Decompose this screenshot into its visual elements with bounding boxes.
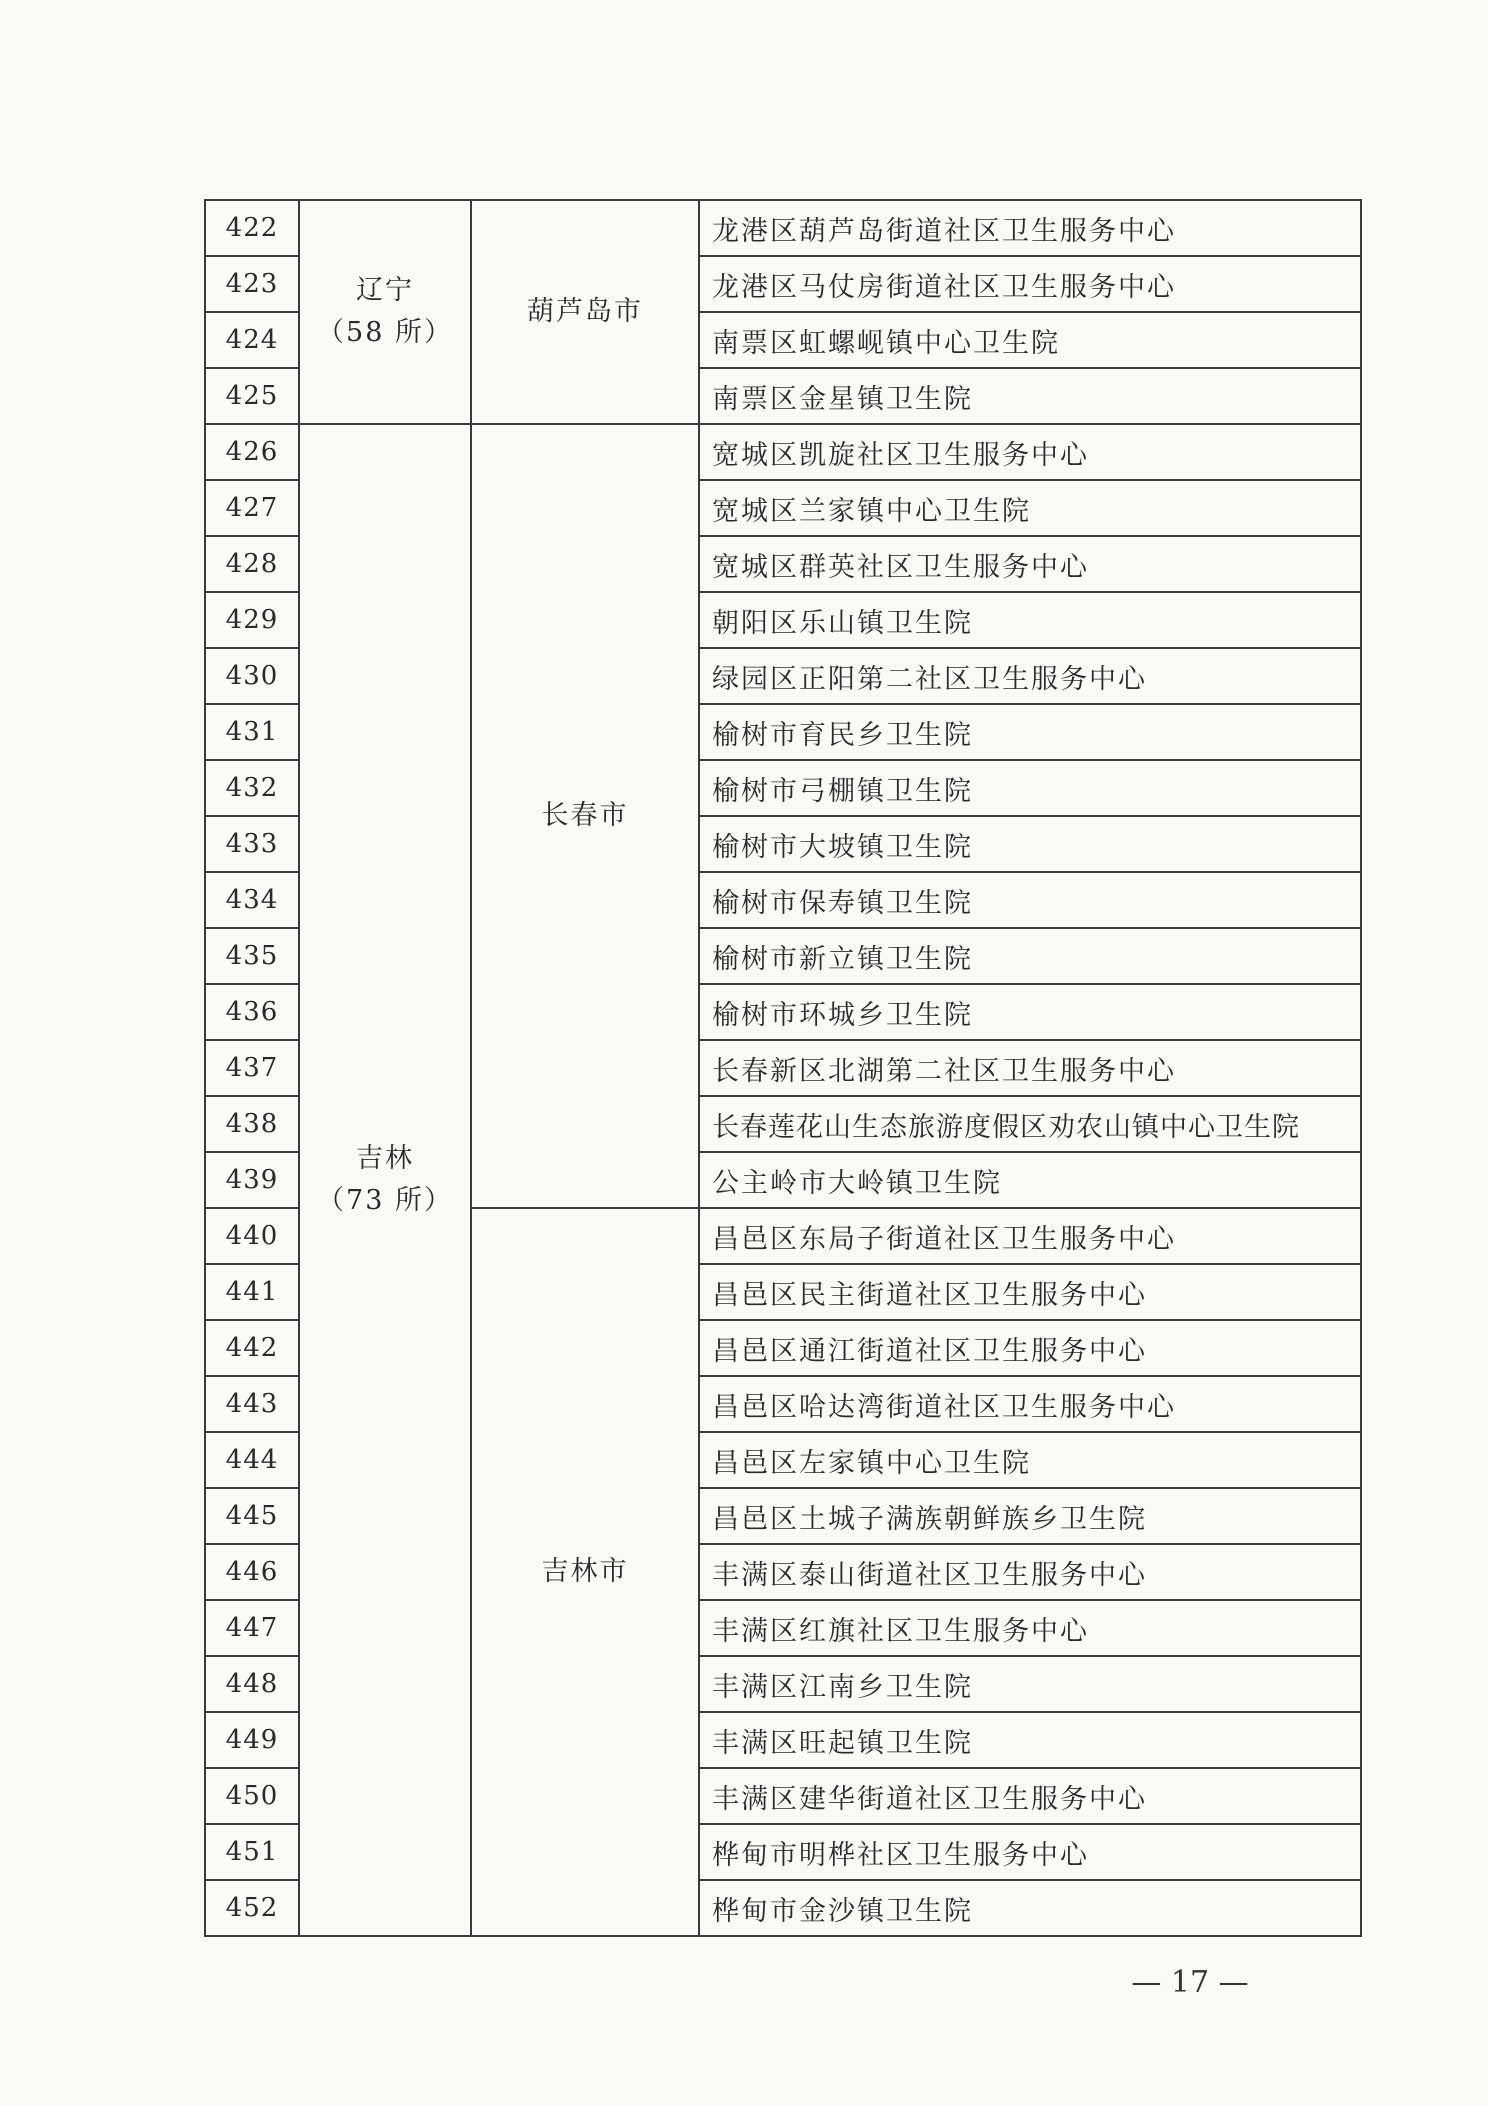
institution-name: 龙港区马仗房街道社区卫生服务中心 [699, 256, 1361, 312]
row-number: 423 [205, 256, 299, 312]
row-number: 434 [205, 872, 299, 928]
row-number: 425 [205, 368, 299, 424]
row-number: 435 [205, 928, 299, 984]
institution-name: 昌邑区左家镇中心卫生院 [699, 1432, 1361, 1488]
row-number: 426 [205, 424, 299, 480]
row-number: 442 [205, 1320, 299, 1376]
table-row [205, 424, 1361, 480]
province-count: （58 所） [317, 317, 453, 348]
city-cell: 吉林市 [471, 1208, 699, 1936]
row-number: 444 [205, 1432, 299, 1488]
institution-name: 榆树市育民乡卫生院 [699, 704, 1361, 760]
row-number: 452 [205, 1880, 299, 1936]
institution-name: 榆树市新立镇卫生院 [699, 928, 1361, 984]
institution-name: 昌邑区通江街道社区卫生服务中心 [699, 1320, 1361, 1376]
row-number: 448 [205, 1656, 299, 1712]
institution-name: 丰满区红旗社区卫生服务中心 [699, 1600, 1361, 1656]
row-number: 431 [205, 704, 299, 760]
table-row [205, 200, 1361, 256]
institution-name: 公主岭市大岭镇卫生院 [699, 1152, 1361, 1208]
institution-name: 桦甸市金沙镇卫生院 [699, 1880, 1361, 1936]
row-number: 438 [205, 1096, 299, 1152]
institution-name: 昌邑区民主街道社区卫生服务中心 [699, 1264, 1361, 1320]
row-number: 439 [205, 1152, 299, 1208]
row-number: 449 [205, 1712, 299, 1768]
institution-name: 宽城区凯旋社区卫生服务中心 [699, 424, 1361, 480]
city-cell: 长春市 [471, 424, 699, 1208]
province-cell [299, 200, 471, 424]
row-number: 427 [205, 480, 299, 536]
row-number: 422 [205, 200, 299, 256]
institution-name: 昌邑区土城子满族朝鲜族乡卫生院 [699, 1488, 1361, 1544]
row-number: 446 [205, 1544, 299, 1600]
row-number: 445 [205, 1488, 299, 1544]
hospital-table [204, 199, 1362, 1937]
row-number: 433 [205, 816, 299, 872]
province-name: 吉林 [356, 1143, 414, 1174]
institution-name: 榆树市弓棚镇卫生院 [699, 760, 1361, 816]
row-number: 432 [205, 760, 299, 816]
institution-name: 丰满区旺起镇卫生院 [699, 1712, 1361, 1768]
row-number: 429 [205, 592, 299, 648]
row-number: 447 [205, 1600, 299, 1656]
city-cell: 葫芦岛市 [471, 200, 699, 424]
row-number: 450 [205, 1768, 299, 1824]
institution-name: 绿园区正阳第二社区卫生服务中心 [699, 648, 1361, 704]
institution-name: 昌邑区哈达湾街道社区卫生服务中心 [699, 1376, 1361, 1432]
row-number: 443 [205, 1376, 299, 1432]
institution-name: 桦甸市明桦社区卫生服务中心 [699, 1824, 1361, 1880]
page-number: — 17 — [1131, 1965, 1249, 2000]
institution-name: 朝阳区乐山镇卫生院 [699, 592, 1361, 648]
institution-name: 长春莲花山生态旅游度假区劝农山镇中心卫生院 [699, 1096, 1361, 1152]
province-name: 辽宁 [356, 275, 414, 306]
row-number: 436 [205, 984, 299, 1040]
institution-name: 丰满区江南乡卫生院 [699, 1656, 1361, 1712]
province-count: （73 所） [317, 1185, 453, 1216]
institution-name: 南票区金星镇卫生院 [699, 368, 1361, 424]
institution-name: 宽城区兰家镇中心卫生院 [699, 480, 1361, 536]
row-number: 428 [205, 536, 299, 592]
institution-name: 榆树市大坡镇卫生院 [699, 816, 1361, 872]
institution-name: 龙港区葫芦岛街道社区卫生服务中心 [699, 200, 1361, 256]
row-number: 424 [205, 312, 299, 368]
row-number: 440 [205, 1208, 299, 1264]
institution-name: 昌邑区东局子街道社区卫生服务中心 [699, 1208, 1361, 1264]
row-number: 451 [205, 1824, 299, 1880]
row-number: 430 [205, 648, 299, 704]
row-number: 441 [205, 1264, 299, 1320]
institution-name: 宽城区群英社区卫生服务中心 [699, 536, 1361, 592]
institution-name: 榆树市保寿镇卫生院 [699, 872, 1361, 928]
province-cell [299, 424, 471, 1936]
institution-name: 南票区虹螺岘镇中心卫生院 [699, 312, 1361, 368]
row-number: 437 [205, 1040, 299, 1096]
institution-name: 丰满区泰山街道社区卫生服务中心 [699, 1544, 1361, 1600]
institution-name: 榆树市环城乡卫生院 [699, 984, 1361, 1040]
institution-name: 长春新区北湖第二社区卫生服务中心 [699, 1040, 1361, 1096]
institution-name: 丰满区建华街道社区卫生服务中心 [699, 1768, 1361, 1824]
